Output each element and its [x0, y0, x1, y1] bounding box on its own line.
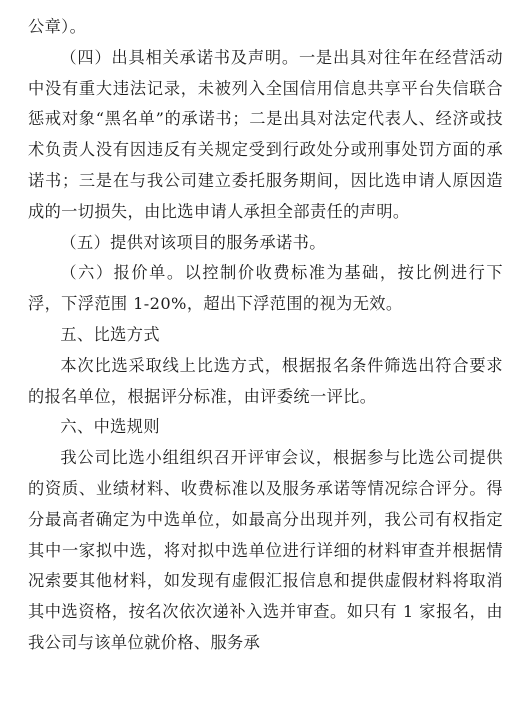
paragraph-selection-rules: 我公司比选小组组织召开评审会议，根据参与比选公司提供的资质、业绩材料、收费标准以及服务承诺等情况综合评分。得分最高者确定为中选单位，如最高分出现并列，我公司有权指定其中一家拟中选，将对拟中选单位进行详细的材料审查并根据情况索要其他材料，如发现有虚假汇报信息和提供虚假材料将取消其中选资格，按名次依次递补入选并审查。如只有 1 家报名，由我公司与该单位就价格、服务承: [28, 448, 503, 652]
section-heading-selection-rules: 六、中选规则: [60, 417, 160, 437]
paragraph-commitments: （四）出具相关承诺书及声明。一是出具对往年在经营活动中没有重大违法记录，未被列入全国信用信息共享平台失信联合惩戒对象“黑名单”的承诺书；二是出具对法定代表人、经济或技术负责人没有因违反有关规定受到行政处分或刑事处罚方面的承诺书；三是在与我公司建立委托服务期间，因比选申请人原因造成的一切损失，由比选申请人承担全部责任的声明。: [28, 47, 503, 221]
paragraph-seal-end: 公章）。: [28, 17, 87, 36]
paragraph-quotation: （六）报价单。以控制价收费标准为基础，按比例进行下浮，下浮范围 1-20%，超出下浮范围的视为无效。: [28, 263, 503, 314]
paragraph-service-commitment: （五）提供对该项目的服务承诺书。: [60, 232, 326, 252]
paragraph-selection-method: 本次比选采取线上比选方式，根据报名条件筛选出符合要求的报名单位，根据评分标准，由评委统一评比。: [28, 355, 503, 406]
section-heading-selection-method: 五、比选方式: [60, 324, 160, 344]
